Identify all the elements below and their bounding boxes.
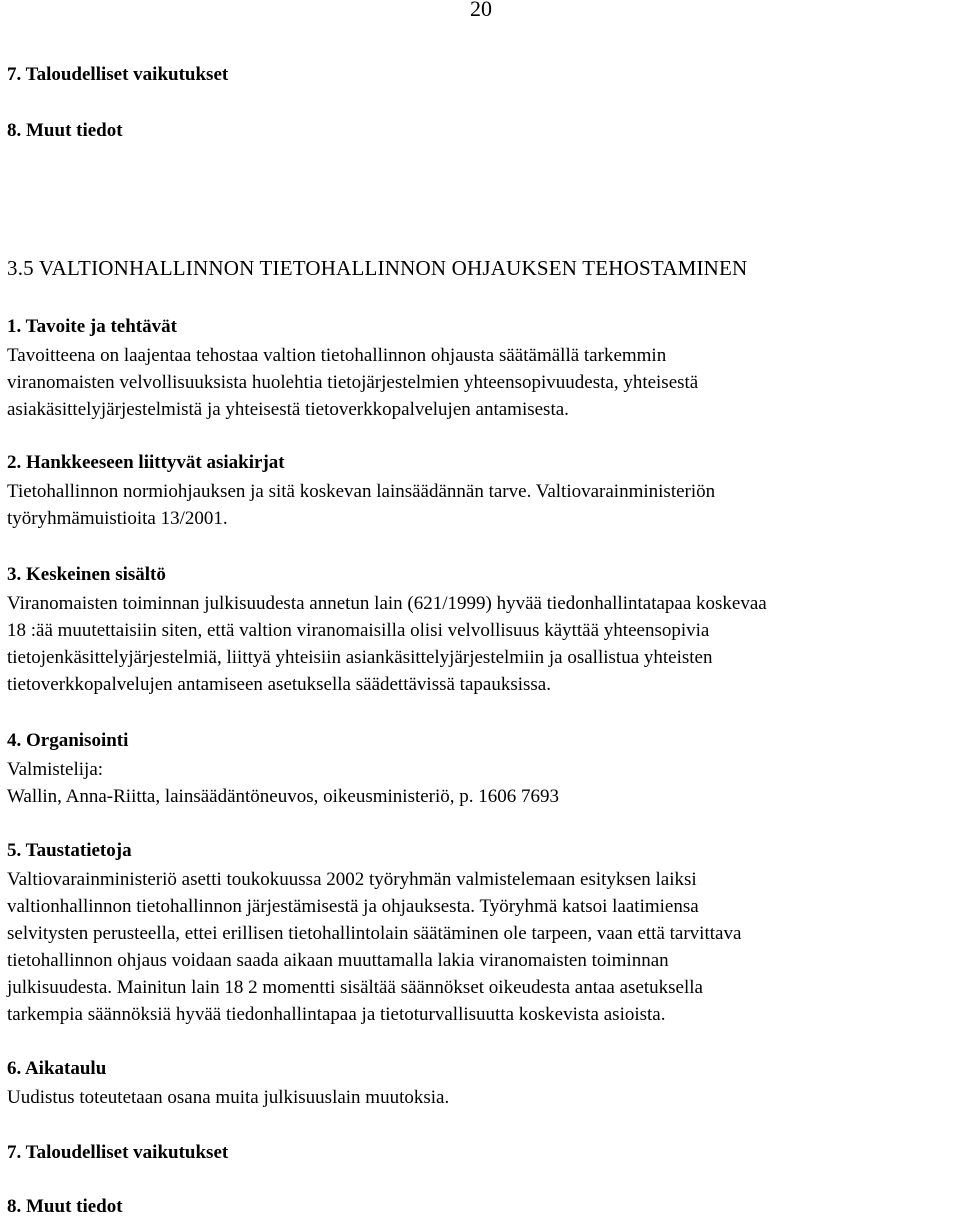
text-line: Wallin, Anna-Riitta, lainsäädäntöneuvos, oikeusministeriö, p. 1606 7693 bbox=[7, 786, 560, 807]
paragraph-organisointi bbox=[7, 756, 957, 810]
heading-taustatietoja: 5. Taustatietoja bbox=[7, 840, 132, 861]
heading-asiakirjat: 2. Hankkeeseen liittyvät asiakirjat bbox=[7, 452, 285, 473]
text-line: tietoverkkopalvelujen antamiseen asetuksella säädettävissä tapauksissa. bbox=[7, 674, 551, 695]
paragraph-asiakirjat bbox=[7, 478, 957, 532]
heading-organisointi: 4. Organisointi bbox=[7, 730, 129, 751]
section-title: 3.5 VALTIONHALLINNON TIETOHALLINNON OHJAUKSEN TEHOSTAMINEN bbox=[7, 256, 748, 280]
heading-taloudelliset-vaikutukset: 7. Taloudelliset vaikutukset bbox=[7, 1142, 229, 1163]
text-line: Tavoitteena on laajentaa tehostaa valtion tietohallinnon ohjausta säätämällä tarkemmin bbox=[7, 345, 667, 366]
text-line: tietohallinnon ohjaus voidaan saada aikaan muuttamalla lakia viranomaisten toiminnan bbox=[7, 950, 669, 971]
paragraph-tavoite bbox=[7, 342, 957, 423]
page-number: 20 bbox=[470, 0, 492, 21]
heading-tavoite: 1. Tavoite ja tehtävät bbox=[7, 316, 177, 337]
paragraph-keskeinen-sisalto bbox=[7, 590, 957, 698]
text-line: Tietohallinnon normiohjauksen ja sitä koskevan lainsäädännän tarve. Valtiovarainministeriön bbox=[7, 481, 716, 502]
text-line: Uudistus toteutetaan osana muita julkisuuslain muutoksia. bbox=[7, 1087, 450, 1108]
paragraph-taustatietoja bbox=[7, 866, 957, 1028]
text-line: selvitysten perusteella, ettei erillisen tietohallintolain säätäminen ole tarpeen, vaan että tarvittava bbox=[7, 923, 742, 944]
heading-muut-tiedot-top: 8. Muut tiedot bbox=[7, 120, 123, 141]
heading-aikataulu: 6. Aikataulu bbox=[7, 1058, 107, 1079]
text-line: Viranomaisten toiminnan julkisuudesta annetun lain (621/1999) hyvää tiedonhallintatapaa koskevaa bbox=[7, 593, 767, 614]
text-line: Valtiovarainministeriö asetti toukokuussa 2002 työryhmän valmistelemaan esityksen laiksi bbox=[7, 869, 697, 890]
text-line: asiakäsittelyjärjestelmistä ja yhteisestä tietoverkkopalvelujen antamisesta. bbox=[7, 399, 569, 420]
heading-taloudelliset-vaikutukset-top: 7. Taloudelliset vaikutukset bbox=[7, 64, 229, 85]
text-line: Valmistelija: bbox=[7, 759, 104, 780]
heading-muut-tiedot: 8. Muut tiedot bbox=[7, 1196, 123, 1217]
paragraph-aikataulu bbox=[7, 1084, 957, 1111]
text-line: tietojenkäsittelyjärjestelmiä, liittyä yhteisiin asiankäsittelyjärjestelmiin ja osallistua yhteisten bbox=[7, 647, 713, 668]
text-line: työryhmämuistioita 13/2001. bbox=[7, 508, 228, 529]
text-line: valtionhallinnon tietohallinnon järjestämisestä ja ohjauksesta. Työryhmä katsoi laatimiensa bbox=[7, 896, 699, 917]
heading-keskeinen-sisalto: 3. Keskeinen sisältö bbox=[7, 564, 166, 585]
text-line: tarkempia säännöksiä hyvää tiedonhallintapaa ja tietoturvallisuutta koskevista asioista. bbox=[7, 1004, 666, 1025]
text-line: viranomaisten velvollisuuksista huolehtia tietojärjestelmien yhteensopivuudesta, yhteisestä bbox=[7, 372, 699, 393]
text-line: 18 :ää muutettaisiin siten, että valtion viranomaisilla olisi velvollisuus käyttää yhteensopivia bbox=[7, 620, 710, 641]
text-line: julkisuudesta. Mainitun lain 18 2 momentti sisältää säännökset oikeudesta antaa asetuksella bbox=[7, 977, 703, 998]
